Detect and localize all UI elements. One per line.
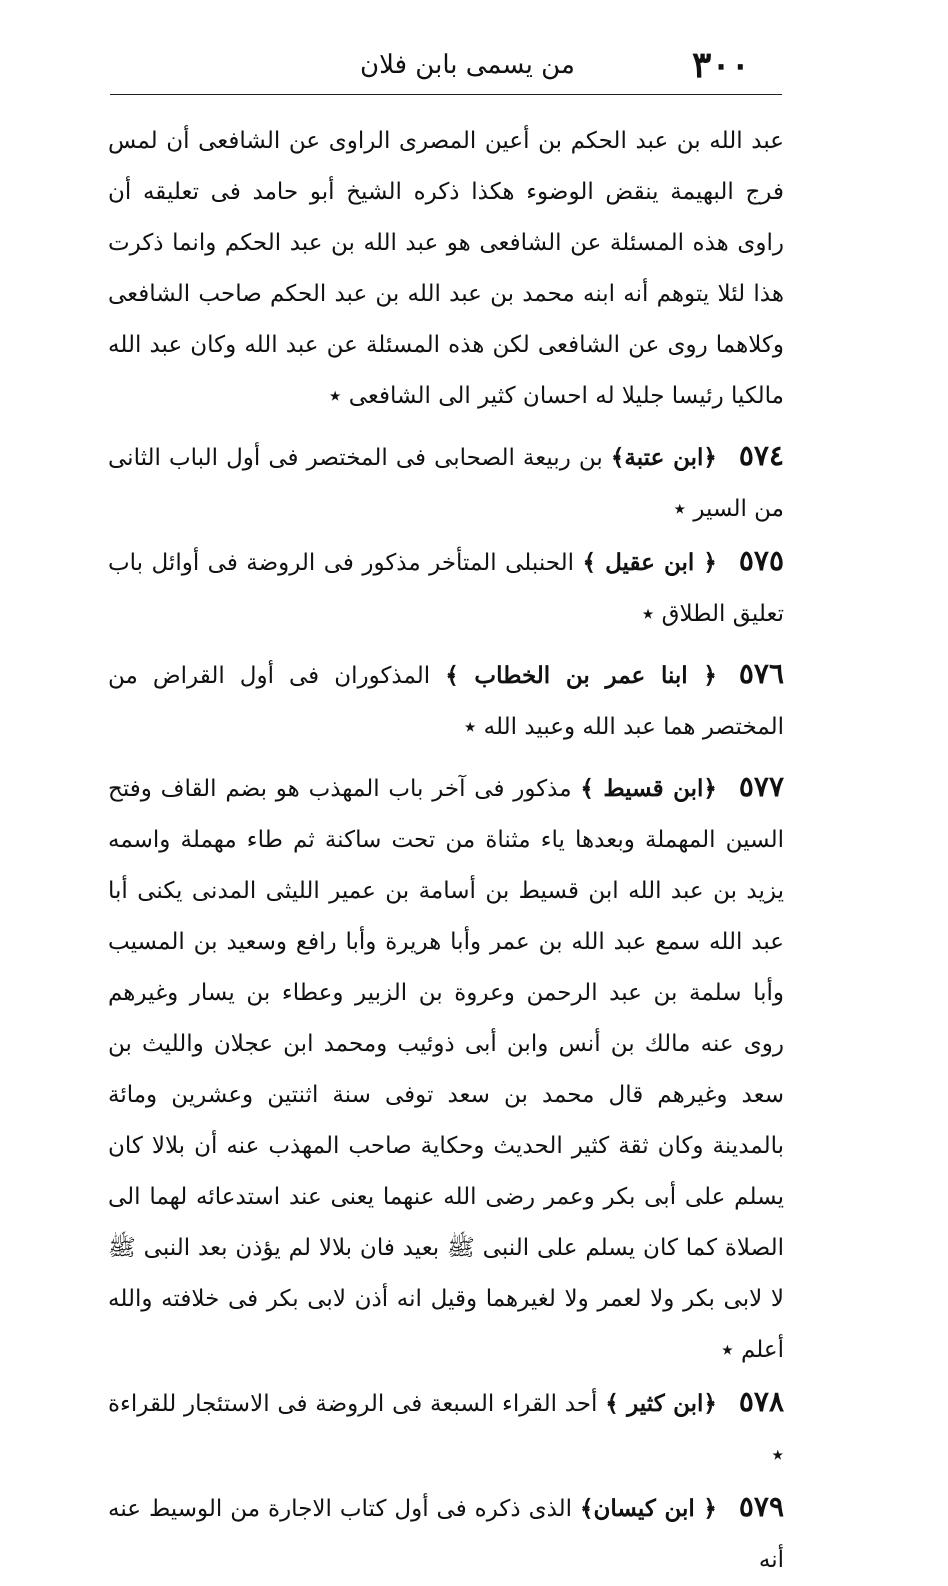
entry-text: المذكوران فى أول القراض من المختصر هما عبد الله وعبيد الله ٭ <box>108 663 784 740</box>
entry-name: ﴿ابن قسيط ﴾ <box>580 775 717 802</box>
entry-576 <box>108 648 784 753</box>
entry-number: ٥٧٨ <box>738 1385 784 1418</box>
body-text <box>108 116 784 1586</box>
entry-577 <box>108 761 784 1376</box>
opening-paragraph: عبد الله بن عبد الحكم بن أعين المصرى الراوى عن الشافعى أن لمس فرج البهيمة ينقض الوضوء هكذا ذكره الشيخ أبو حامد فى تعليقه أن راوى هذه المسئلة عن الشافعى هو عبد الله بن عبد الحكم وانما ذكرت هذا لئلا يتوهم أنه ابنه محمد بن عبد الله بن عبد الحكم صاحب الشافعى وكلاهما روى عن الشافعى لكن هذه المسئلة عن عبد الله وكان عبد الله مالكيا رئيسا جليلا له احسان كثير الى الشافعى ٭ <box>108 128 784 409</box>
entry-name: ﴿ابن كثير ﴾ <box>605 1390 717 1417</box>
entry-text: أحد القراء السبعة فى الروضة فى الاستئجار للقراءة ٭ <box>108 1391 784 1468</box>
entry-578 <box>108 1376 784 1481</box>
entry-text: مذكور فى آخر باب المهذب هو بضم القاف وفتح السين المهملة وبعدها ياء مثناة من تحت ساكنة ثم طاء مهملة واسمه يزيد بن عبد الله ابن قسيط بن أسامة بن عمير الليثى المدنى يكنى أبا عبد الله سمع عبد الله بن عمر وأبا هريرة وأبا رافع وسعيد بن المسيب وأبا سلمة بن عبد الرحمن وعروة بن الزبير وعطاء بن يسار وغيرهم روى عنه مالك بن أنس وابن أبى ذوئيب ومحمد ابن عجلان والليث بن سعد وغيرهم قال محمد بن سعد توفى سنة اثنتين وعشرين ومائة بالمدينة وكان ثقة كثير الحديث وحكاية صاحب المهذب عنه أن بلالا كان يسلم على أبى بكر وعمر رضى الله عنهما يعنى عند استدعائه لهما الى الصلاة كما كان يسلم على النبى ﷺ بعيد فان بلالا لم يؤذن بعد النبى ﷺ لا لابى بكر ولا لعمر ولا لغيرهما وقيل انه أذن لابى بكر فى خلافته والله أعلم ٭ <box>108 776 784 1363</box>
entry-579 <box>108 1481 784 1586</box>
running-head-title: من يسمى بابن فلان <box>360 50 575 80</box>
entry-name: ﴿ ابن عقيل ﴾ <box>582 549 717 576</box>
entry-574 <box>108 430 784 535</box>
running-head <box>330 44 770 94</box>
entry-text: الحنبلى المتأخر مذكور فى الروضة فى أوائل باب تعليق الطلاق ٭ <box>108 550 784 627</box>
entry-number: ٥٧٩ <box>738 1490 785 1523</box>
entry-name: ﴿ ابنا عمر بن الخطاب ﴾ <box>445 662 717 689</box>
entry-575 <box>108 535 784 640</box>
entry-number: ٥٧٥ <box>738 544 785 577</box>
entry-name: ﴿ابن عتبة﴾ <box>610 444 717 471</box>
entry-name: ﴿ ابن كيسان﴾ <box>580 1495 717 1522</box>
page-number: ٣٠٠ <box>691 44 750 86</box>
entry-number: ٥٧٧ <box>738 770 784 803</box>
entry-number: ٥٧٦ <box>738 657 785 690</box>
header-rule <box>110 94 782 95</box>
entry-text: الذى ذكره فى أول كتاب الاجارة من الوسيط عنه أنه <box>108 1496 784 1573</box>
entry-text: بن ربيعة الصحابى فى المختصر فى أول الباب الثانى من السير ٭ <box>108 445 784 522</box>
entry-number: ٥٧٤ <box>738 439 785 472</box>
